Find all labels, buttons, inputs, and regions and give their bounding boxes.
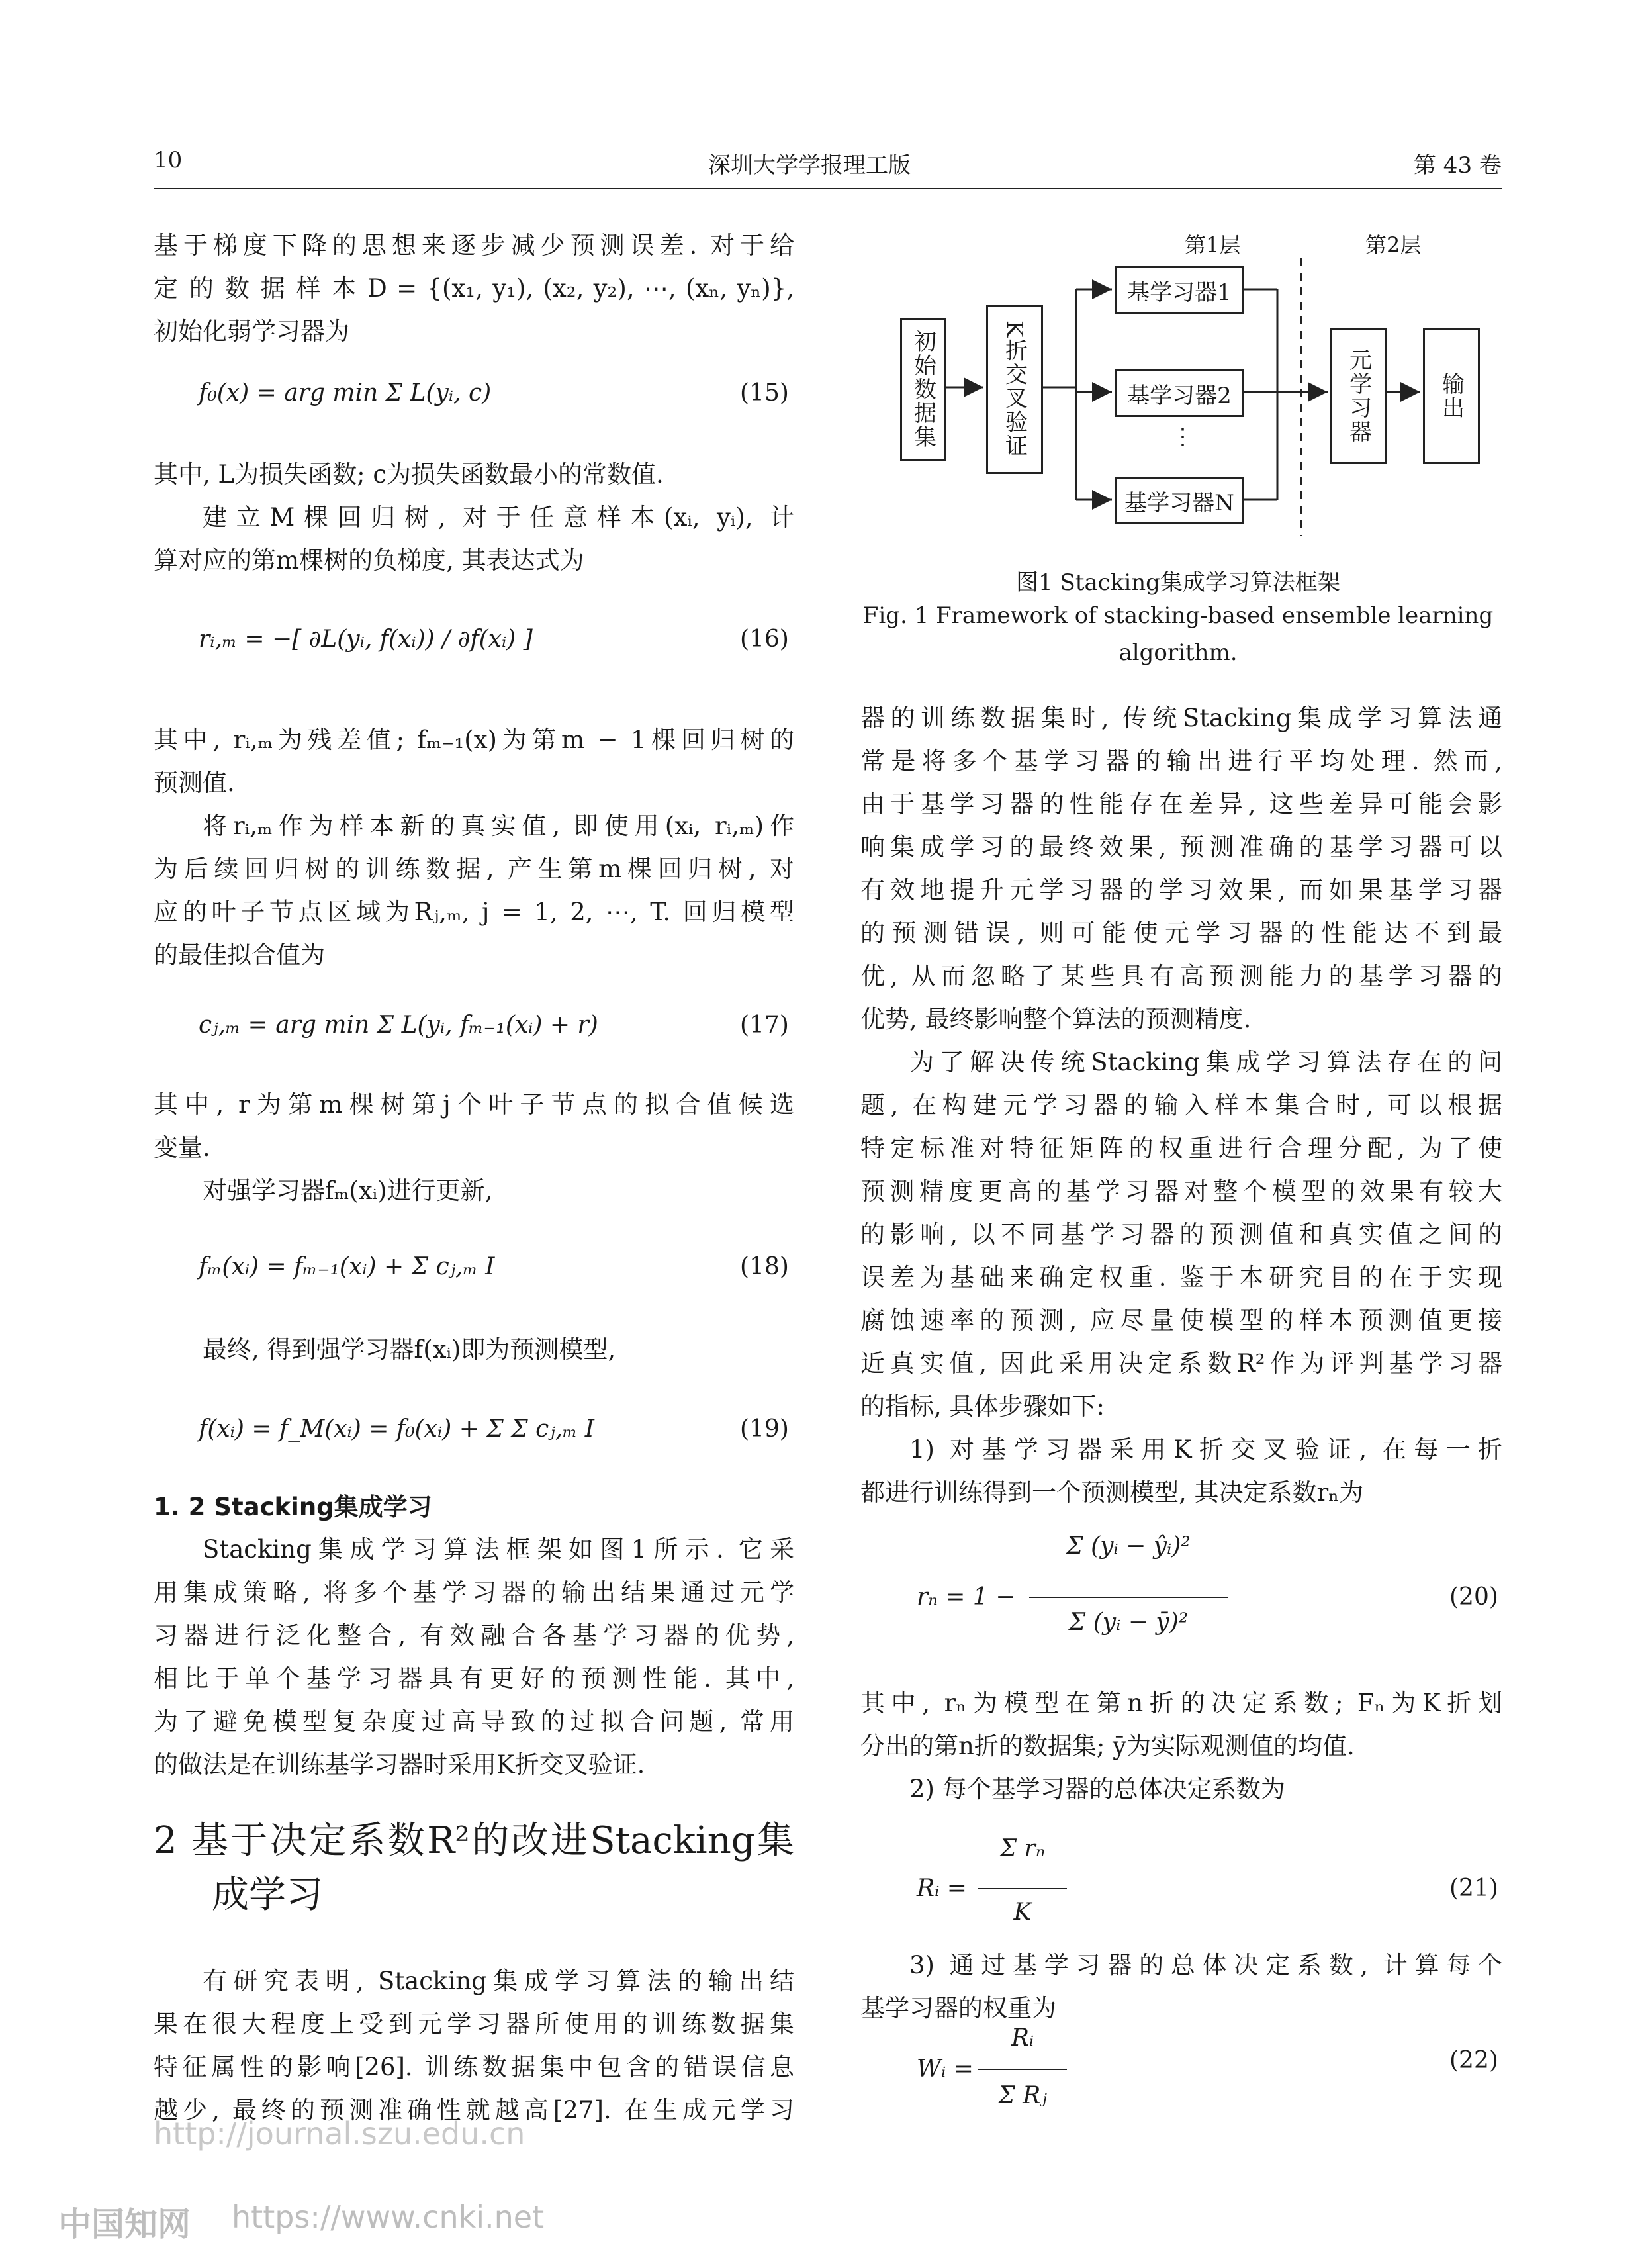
section-heading-1-2: 1. 2 Stacking集成学习 — [154, 1493, 432, 1521]
ellipsis-vertical: ⋮ — [1171, 424, 1194, 450]
text-line: 果在很大程度上受到元学习器所使用的训练数据集 — [154, 2010, 794, 2038]
text-line: Stacking集成学习算法框架如图1所示. 它采 — [203, 1535, 794, 1564]
fraction-bar — [1029, 1597, 1228, 1598]
text-line: 的最佳拟合值为 — [154, 941, 325, 969]
left-para-4 — [154, 1083, 794, 1212]
cnki-url: https://www.cnki.net — [232, 2199, 545, 2235]
left-para-2 — [154, 453, 794, 582]
figure-caption-cn: 图1 Stacking集成学习算法框架 — [1016, 569, 1340, 596]
text-line: 3) 通过基学习器的总体决定系数, 计算每个 — [909, 1951, 1502, 1979]
text-line: 为了解决传统Stacking集成学习算法存在的问 — [909, 1048, 1502, 1076]
text-line: 预测值. — [154, 769, 235, 797]
text-line: 应的叶子节点区域为Rⱼ,ₘ, j = 1, 2, ⋯, T. 回归模型 — [154, 898, 794, 926]
text-line: 分出的第n折的数据集; ȳ为实际观测值的均值. — [860, 1732, 1355, 1760]
equation-20-numerator: Σ (yᵢ − ŷᵢ)² — [1066, 1533, 1191, 1560]
text-line: 由于基学习器的性能存在差异, 这些差异可能会影 — [860, 790, 1502, 818]
text-line: 预测精度更高的基学习器对整个模型的效果有较大 — [860, 1177, 1502, 1205]
text-line: 特定标准对特征矩阵的权重进行合理分配, 为了使 — [860, 1134, 1502, 1162]
text-line: 题, 在构建元学习器的输入样本集合时, 可以根据 — [860, 1091, 1502, 1119]
equation-20-denominator: Σ (yᵢ − ȳ)² — [1068, 1609, 1189, 1636]
equation-15: f₀(x) = arg min Σ L(yᵢ, c) — [199, 379, 492, 406]
box-label: 元学习器 — [1345, 348, 1372, 444]
box-kfold-validation — [986, 305, 1043, 474]
watermark-url: http://journal.szu.edu.cn — [154, 2116, 525, 2151]
text-line: 其中, r为第m棵树第j个叶子节点的拟合值候选 — [154, 1090, 794, 1119]
text-line: 为了避免模型复杂度过高导致的过拟合问题, 常用 — [154, 1707, 794, 1736]
text-line: 腐蚀速率的预测, 应尽量使模型的样本预测值更接 — [860, 1306, 1502, 1335]
text-line: 对强学习器fₘ(xᵢ)进行更新, — [203, 1176, 493, 1205]
heading-line: 成学习 — [212, 1873, 323, 1916]
text-line: 优势, 最终影响整个算法的预测精度. — [860, 1005, 1252, 1033]
left-para-5 — [154, 1328, 794, 1371]
text-line: 近真实值, 因此采用决定系数R²作为评判基学习器 — [860, 1349, 1502, 1378]
heading-line: 2 基于决定系数R²的改进Stacking集 — [154, 1819, 794, 1862]
text-line: 算对应的第m棵树的负梯度, 其表达式为 — [154, 546, 584, 575]
box-label: 初始数据集 — [909, 330, 936, 449]
equation-number: (21) — [1449, 1875, 1498, 1902]
text-line: 将rᵢ,ₘ作为样本新的真实值, 即使用(xᵢ, rᵢ,ₘ)作 — [203, 812, 794, 840]
text-line: 的做法是在训练基学习器时采用K折交叉验证. — [154, 1750, 645, 1779]
section-heading-2 — [154, 1814, 794, 1922]
text-line: 误差为基础来确定权重. 鉴于本研究目的在于实现 — [860, 1263, 1502, 1292]
equation-22-denominator: Σ Rⱼ — [998, 2082, 1047, 2109]
equation-22-numerator: Rᵢ — [1011, 2024, 1034, 2052]
box-meta-learner — [1330, 328, 1387, 464]
equation-number: (18) — [740, 1253, 789, 1280]
text-line: 常是将多个基学习器的输出进行平均处理. 然而, — [860, 747, 1502, 775]
equation-number: (22) — [1449, 2047, 1498, 2074]
box-base-learner-2: 基学习器2 — [1115, 369, 1244, 417]
box-base-learner-n: 基学习器N — [1115, 477, 1244, 524]
text-line: 变量. — [154, 1133, 210, 1162]
text-line: 为后续回归树的训练数据, 产生第m棵回归树, 对 — [154, 855, 794, 883]
text-line: 习器进行泛化整合, 有效融合各基学习器的优势, — [154, 1621, 794, 1650]
equation-21-lhs: Rᵢ = — [917, 1875, 967, 1902]
box-base-learner-1: 基学习器1 — [1115, 266, 1244, 314]
equation-16: rᵢ,ₘ = −[ ∂L(yᵢ, f(xᵢ)) / ∂f(xᵢ) ] — [199, 626, 533, 653]
text-line: 器的训练数据集时, 传统Stacking集成学习算法通 — [860, 704, 1502, 732]
text-line: 有效地提升元学习器的学习效果, 而如果基学习器 — [860, 876, 1502, 904]
text-line: 的影响, 以不同基学习器的预测值和真实值之间的 — [860, 1220, 1502, 1249]
right-para-1 — [860, 696, 1502, 1514]
left-para-3 — [154, 718, 794, 976]
text-line: 最终, 得到强学习器f(xᵢ)即为预测模型, — [203, 1335, 616, 1364]
text-line: 优, 从而忽略了某些具有高预测能力的基学习器的 — [860, 962, 1502, 990]
journal-title: 深圳大学学报理工版 — [708, 152, 911, 179]
text-line: 响集成学习的最终效果, 预测准确的基学习器可以 — [860, 833, 1502, 861]
equation-17: cⱼ,ₘ = arg min Σ L(yᵢ, fₘ₋₁(xᵢ) + r) — [199, 1012, 598, 1039]
box-label: K折交叉验证 — [1001, 320, 1028, 458]
layer-1-label: 第1层 — [1185, 232, 1241, 258]
text-line: 越少, 最终的预测准确性就越高[27]. 在生成元学习 — [154, 2096, 794, 2124]
equation-number: (15) — [740, 379, 789, 406]
equation-21-numerator: Σ rₙ — [999, 1835, 1046, 1862]
text-line: 都进行训练得到一个预测模型, 其决定系数rₙ为 — [860, 1478, 1364, 1507]
figure-caption-en-2: algorithm. — [1118, 639, 1238, 666]
text-line: 特征属性的影响[26]. 训练数据集中包含的错误信息 — [154, 2053, 794, 2081]
text-line: 基于梯度下降的思想来逐步减少预测误差. 对于给 — [154, 231, 794, 260]
text-line: 的预测错误, 则可能使元学习器的性能达不到最 — [860, 919, 1502, 947]
right-para-4 — [860, 1681, 1502, 1811]
text-line: 基学习器的权重为 — [860, 1994, 1056, 2022]
text-line: 初始化弱学习器为 — [154, 317, 349, 346]
text-line: 相比于单个基学习器具有更好的预测性能. 其中, — [154, 1664, 794, 1693]
figure-caption-en: Fig. 1 Framework of stacking-based ensemble learning — [862, 602, 1494, 629]
text-line: 用集成策略, 将多个基学习器的输出结果通过元学 — [154, 1578, 794, 1607]
right-para-6 — [860, 1944, 1502, 2030]
volume-label: 第 43 卷 — [1414, 152, 1502, 179]
text-line: 其中, rₙ为模型在第n折的决定系数; Fₙ为K折划 — [860, 1689, 1502, 1717]
cnki-logo: 中国知网 — [58, 2205, 191, 2244]
text-line: 其中, rᵢ,ₘ为残差值; fₘ₋₁(x)为第m − 1棵回归树的 — [154, 726, 794, 754]
equation-number: (16) — [740, 626, 789, 653]
text-line: 2) 每个基学习器的总体决定系数为 — [909, 1775, 1285, 1803]
equation-21-denominator: K — [1013, 1899, 1032, 1926]
equation-18: fₘ(xᵢ) = fₘ₋₁(xᵢ) + Σ cⱼ,ₘ I — [199, 1253, 495, 1280]
page-number: 10 — [154, 147, 183, 173]
header-rule — [154, 188, 1502, 189]
text-line: 1) 对基学习器采用K折交叉验证, 在每一折 — [909, 1435, 1502, 1464]
box-output — [1423, 328, 1480, 464]
box-initial-dataset — [900, 318, 946, 461]
fraction-bar — [978, 2069, 1067, 2070]
layer-2-label: 第2层 — [1365, 232, 1422, 258]
equation-number: (17) — [740, 1012, 789, 1039]
left-para-1 — [154, 224, 794, 353]
text-line: 建立M棵回归树, 对于任意样本(xᵢ, yᵢ), 计 — [203, 503, 794, 532]
left-para-7 — [154, 1960, 794, 2132]
equation-19: f(xᵢ) = f_M(xᵢ) = f₀(xᵢ) + Σ Σ cⱼ,ₘ I — [199, 1415, 594, 1442]
text-line: 其中, L为损失函数; c为损失函数最小的常数值. — [154, 460, 664, 489]
text-line: 的指标, 具体步骤如下: — [860, 1392, 1105, 1421]
text-line: 定 的 数 据 样 本 D = {(x₁, y₁), (x₂, y₂), ⋯, (xₙ, yₙ)}, — [154, 274, 794, 303]
box-label: 输出 — [1437, 372, 1465, 420]
equation-number: (20) — [1449, 1583, 1498, 1611]
fraction-bar — [978, 1888, 1067, 1889]
text-line: 有研究表明, Stacking集成学习算法的输出结 — [203, 1967, 794, 1995]
left-para-6 — [154, 1528, 794, 1786]
equation-22-lhs: Wᵢ = — [917, 2055, 974, 2083]
equation-20-lhs: rₙ = 1 − — [917, 1583, 1016, 1611]
equation-number: (19) — [740, 1415, 789, 1442]
